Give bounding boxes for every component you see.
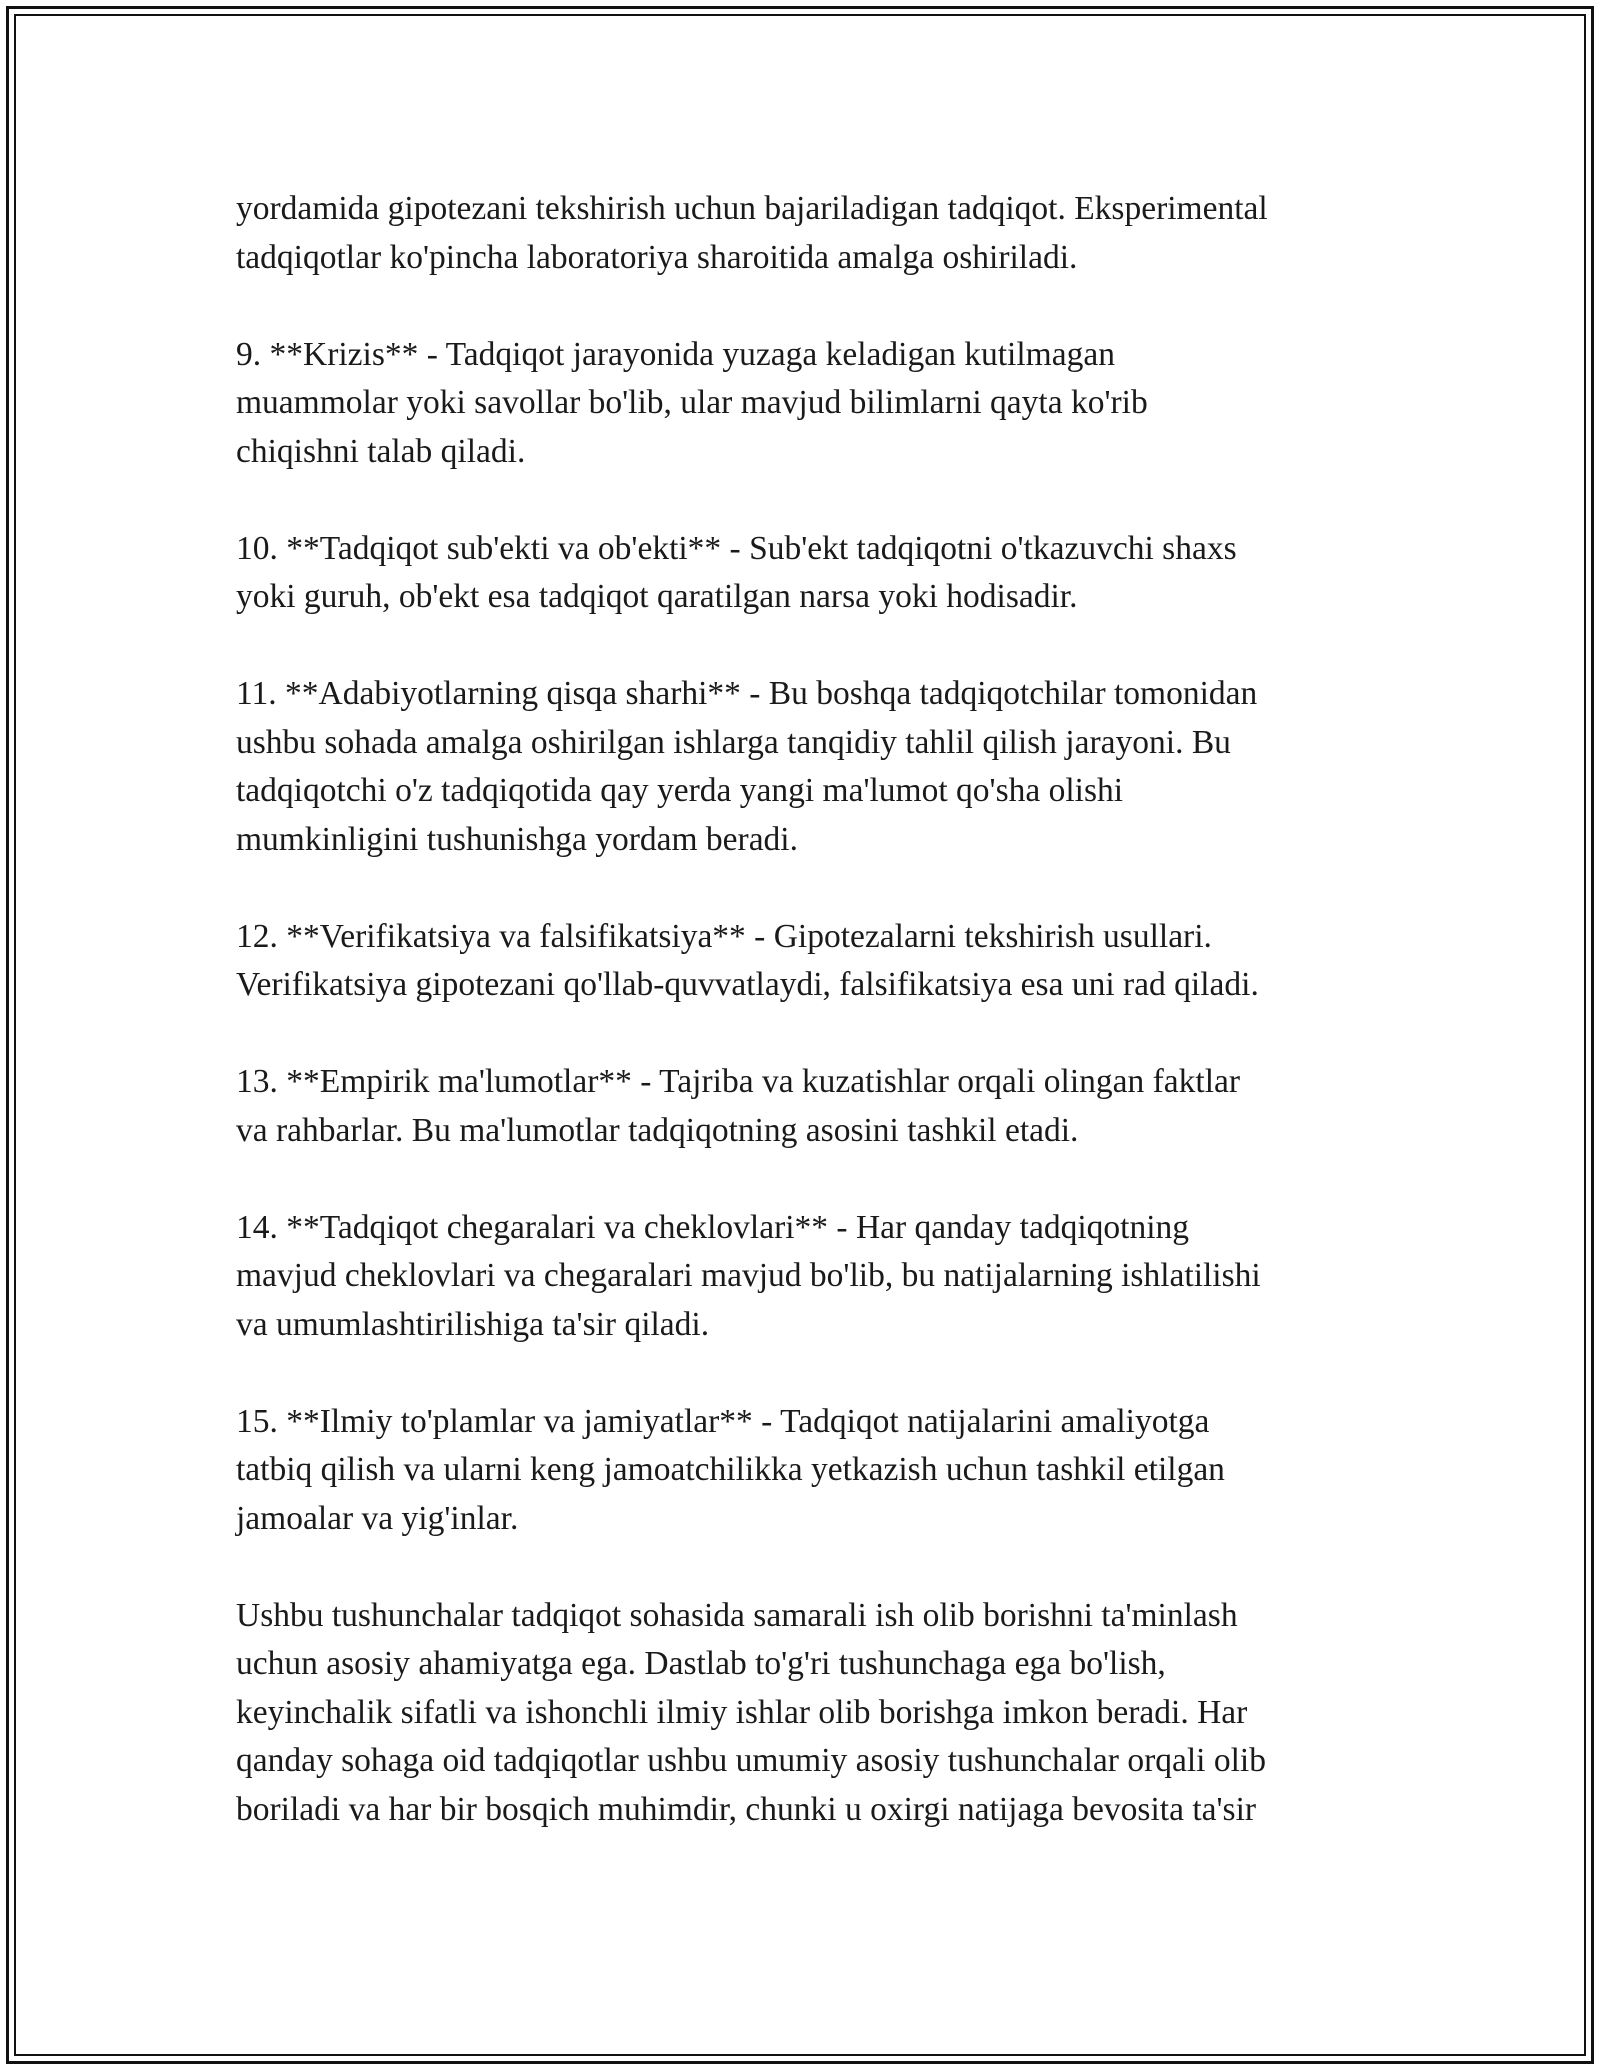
- list-item-10-subject-object: 10. **Tadqiqot sub'ekti va ob'ekti** - Sub'ekt tadqiqotni o'tkazuvchi shaxs yoki guruh, ob'ekt esa tadqiqot qaratilgan narsa yoki hodisadir.: [236, 529, 1237, 615]
- list-item-11-literature-review: 11. **Adabiyotlarning qisqa sharhi** - Bu boshqa tadqiqotchilar tomonidan ushbu sohada amalga oshirilgan ishlarga tanqidiy tahlil qilish jarayoni. Bu tadqiqotchi o'z tadqiqotida qay yerda yangi ma'lumot qo'sha olishi mumkinligini tushunishga yordam beradi.: [236, 675, 1258, 858]
- document-body: [236, 185, 1376, 1834]
- paragraph-experimental-continued: yordamida gipotezani tekshirish uchun bajariladigan tadqiqot. Eksperimental tadqiqotlar ko'pincha laboratoriya sharoitida amalga oshiriladi.: [236, 190, 1268, 276]
- list-item-15-scientific-societies: 15. **Ilmiy to'plamlar va jamiyatlar** - Tadqiqot natijalarini amaliyotga tatbiq qilish va ularni keng jamoatchilikka yetkazish uchun tashkil etilgan jamoalar va yig'inlar.: [236, 1402, 1225, 1537]
- list-item-12-verification: 12. **Verifikatsiya va falsifikatsiya** - Gipotezalarni tekshirish usullari. Verifikatsiya gipotezani qo'llab-quvvatlaydi, falsifikatsiya esa uni rad qiladi.: [236, 917, 1259, 1003]
- list-item-13-empirical-data: 13. **Empirik ma'lumotlar** - Tajriba va kuzatishlar orqali olingan faktlar va rahbarlar. Bu ma'lumotlar tadqiqotning asosini tashkil etadi.: [236, 1063, 1241, 1149]
- paragraph-conclusion: Ushbu tushunchalar tadqiqot sohasida samarali ish olib borishni ta'minlash uchun asosiy ahamiyatga ega. Dastlab to'g'ri tushunchaga ega bo'lish, keyinchalik sifatli va ishonchli ilmiy ishlar olib borishga imkon beradi. Har qanday sohaga oid tadqiqotlar ushbu umumiy asosiy tushunchalar orqali olib boriladi va har bir bosqich muhimdir, chunki u oxirgi natijaga bevosita ta'sir: [236, 1596, 1266, 1828]
- list-item-14-limitations: 14. **Tadqiqot chegaralari va cheklovlari** - Har qanday tadqiqotning mavjud cheklovlari va chegaralari mavjud bo'lib, bu natijalarning ishlatilishi va umumlashtirilishiga ta'sir qiladi.: [236, 1208, 1261, 1343]
- list-item-9-krizis: 9. **Krizis** - Tadqiqot jarayonida yuzaga keladigan kutilmagan muammolar yoki savollar bo'lib, ular mavjud bilimlarni qayta ko'rib chiqishni talab qiladi.: [236, 335, 1148, 470]
